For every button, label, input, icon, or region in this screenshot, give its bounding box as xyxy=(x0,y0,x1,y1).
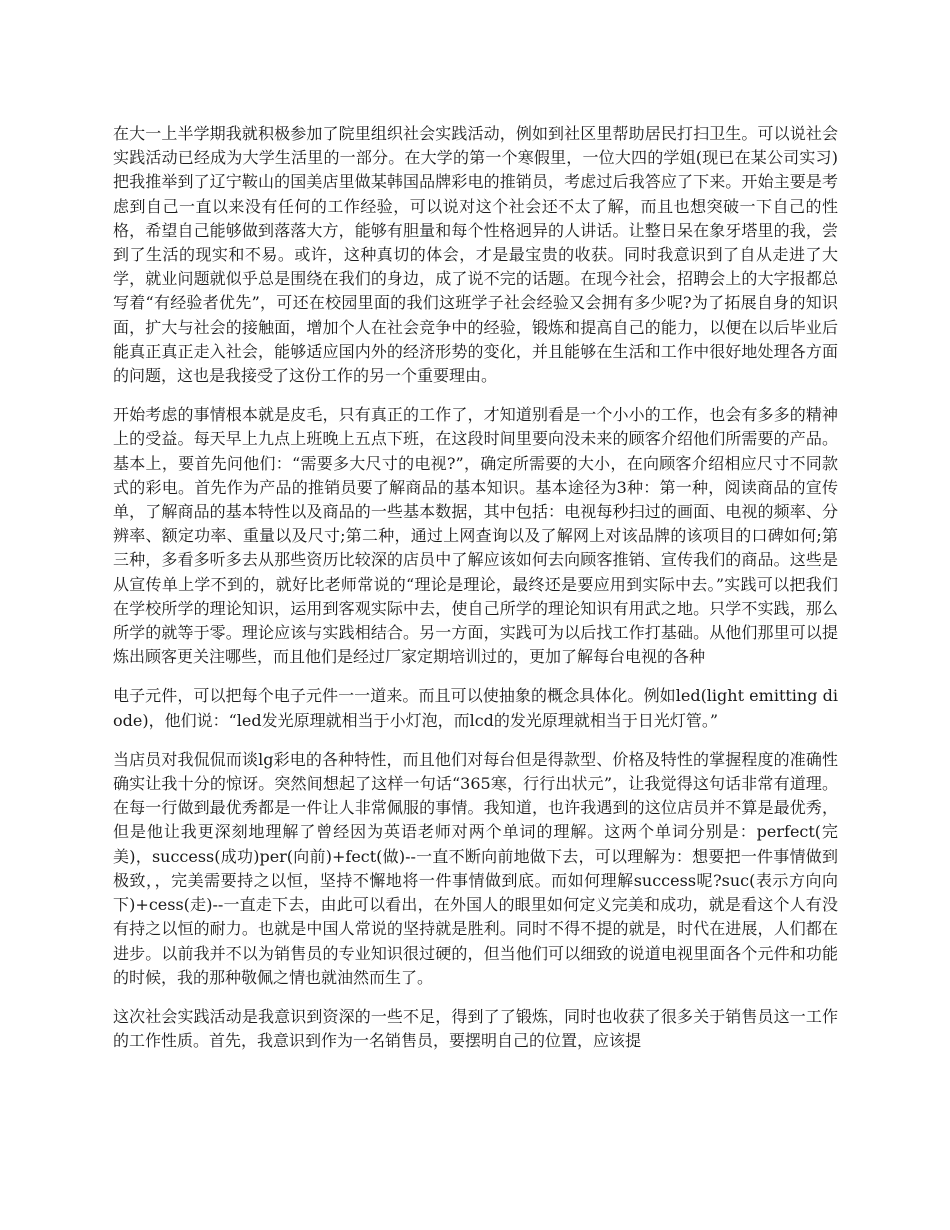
document-body xyxy=(113,122,838,1068)
paragraph-3: 电子元件，可以把每个电子元件一一道来。而且可以使抽象的概念具体化。例如led(light emitting diode)，他们说：“led发光原理就相当于小灯泡，而lcd的发光原理就相当于日光灯管。” xyxy=(113,686,838,730)
paragraph-2: 开始考虑的事情根本就是皮毛，只有真正的工作了，才知道别看是一个小小的工作，也会有多多的精神上的受益。每天早上九点上班晚上五点下班，在这段时间里要向没未来的顾客介绍他们所需要的产品。基本上，要首先问他们：“需要多大尺寸的电视?”，确定所需要的大小，在向顾客介绍相应尺寸不同款式的彩电。首先作为产品的推销员要了解商品的基本知识。基本途径为3种：第一种，阅读商品的宣传单，了解商品的基本特性以及商品的一些基本数据，其中包括：电视每秒扫过的画面、电视的频率、分辨率、额定功率、重量以及尺寸;第二种，通过上网查询以及了解网上对该品牌的该项目的口碑如何;第三种，多看多听多去从那些资历比较深的店员中了解应该如何去向顾客推销、宣传我们的商品。这些是从宣传单上学不到的，就好比老师常说的“理论是理论，最终还是要应用到实际中去。”实践可以把我们在学校所学的理论知识，运用到客观实际中去，使自己所学的理论知识有用武之地。只学不实践，那么所学的就等于零。理论应该与实践相结合。另一方面，实践可为以后找工作打基础。从他们那里可以提炼出顾客更关注哪些，而且他们是经过厂家定期培训过的，更加了解每台电视的各种 xyxy=(113,405,838,667)
paragraph-5: 这次社会实践活动是我意识到资深的一些不足，得到了了锻炼，同时也收获了很多关于销售员这一工作的工作性质。首先，我意识到作为一名销售员，要摆明自己的位置，应该提 xyxy=(113,1006,838,1051)
paragraph-1: 在大一上半学期我就积极参加了院里组织社会实践活动，例如到社区里帮助居民打扫卫生。可以说社会实践活动已经成为大学生活里的一部分。在大学的第一个寒假里，一位大四的学姐(现已在某公司实习)把我推举到了辽宁鞍山的国美店里做某韩国品牌彩电的推销员，考虑过后我答应了下来。开始主要是考虑到自己一直以来没有任何的工作经验，可以说对这个社会还不太了解，而且也想突破一下自己的性格，希望自己能够做到落落大方，能够有胆量和每个性格迥异的人讲话。让整日呆在象牙塔里的我，尝到了生活的现实和不易。或许，这种真切的体会，才是最宝贵的收获。同时我意识到了自从走进了大学，就业问题就似乎总是围绕在我们的身边，成了说不完的话题。在现今社会，招聘会上的大字报都总写着“有经验者优先”，可还在校园里面的我们这班学子社会经验又会拥有多少呢?为了拓展自身的知识面，扩大与社会的接触面，增加个人在社会竞争中的经验，锻炼和提高自己的能力，以便在以后毕业后能真正真正走入社会，能够适应国内外的经济形势的变化，并且能够在生活和工作中很好地处理各方面的问题，这也是我接受了这份工作的另一个重要理由。 xyxy=(113,124,838,386)
paragraph-4: 当店员对我侃侃而谈lg彩电的各种特性，而且他们对每台但是得款型、价格及特性的掌握程度的准确性确实让我十分的惊讶。突然间想起了这样一句话“365寒，行行出状元”，让我觉得这句话非常有道理。在每一行做到最优秀都是一件让人非常佩服的事情。我知道，也许我遇到的这位店员并不算是最优秀，但是他让我更深刻地理解了曾经因为英语老师对两个单词的理解。这两个单词分别是：perfect(完美)，success(成功)per(向前)+fect(做)--一直不断向前地做下去，可以理解为：想要把一件事情做到极致，，完美需要持之以恒，坚持不懈地将一件事情做到底。而如何理解success呢?suc(表示方向向下)+cess(走)--一直走下去，由此可以看出，在外国人的眼里如何定义完美和成功，就是看这个人有没有持之以恒的耐力。也就是中国人常说的坚持就是胜利。同时不得不提的就是，时代在进展，人们都在进步。以前我并不以为销售员的专业知识很过硬的，但当他们可以细致的说道电视里面各个元件和功能的时候，我的那种敬佩之情也就油然而生了。 xyxy=(113,749,838,987)
